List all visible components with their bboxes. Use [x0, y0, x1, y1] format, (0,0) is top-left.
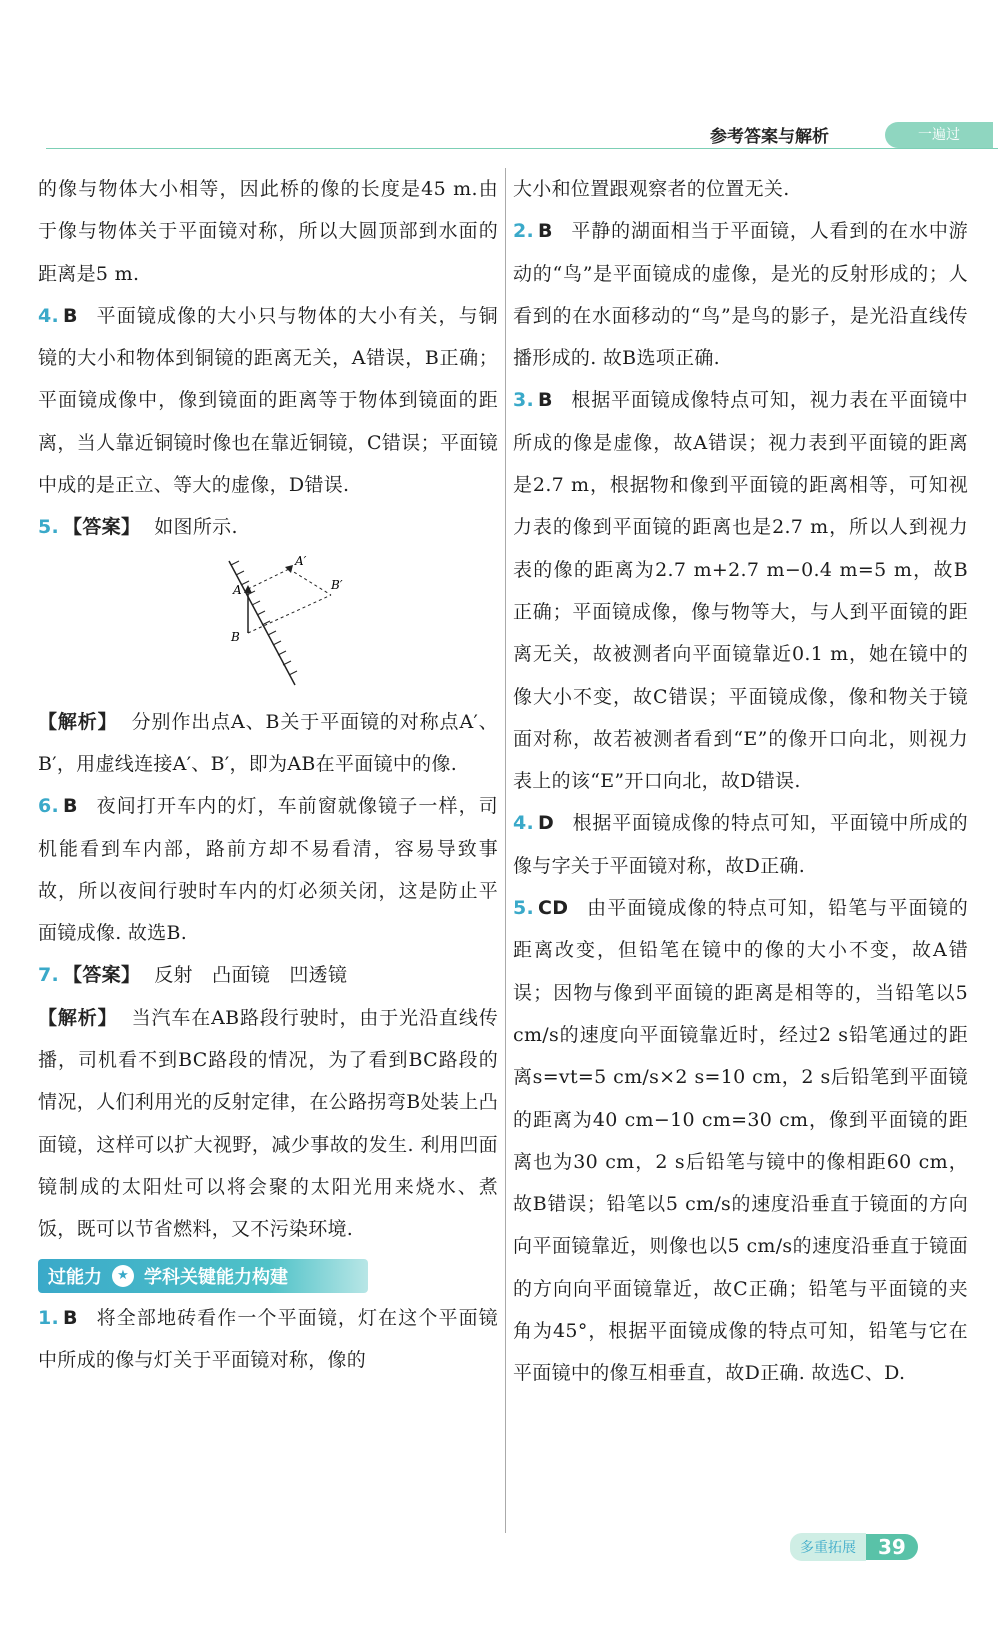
explanation: 夜间打开车内的灯，车前窗就像镜子一样，司机能看到车内部，路前方却不易看清，容易导致事故，所以夜间行驶时车内的灯必须关闭，这是防止平面镜成像. 故选B.	[38, 795, 498, 945]
banner-subtitle: 学科关键能力构建	[144, 1266, 288, 1288]
answer-letter: D	[538, 812, 555, 835]
question-5	[513, 887, 968, 1395]
explanation: 根据平面镜成像特点可知，视力表在平面镜中所成的像是虚像，故A错误；视力表到平面镜的距离是2.7 m，根据物和像到平面镜的距离相等，可知视力表的像到平面镜的距离也是2.7 m，所以人到视力表的像的距离为2.7 m+2.7 m−0.4 m=5 m，故B正确；平面镜成像，像与物等大，与人到平面镜的距离无关，故被测者向平面镜靠近0.1 m，她在镜中的像大小不变，故C错误；平面镜成像，像和物关于镜面对称，故若被测者看到“E”的像开口向北，则视力表上的该“E”开口向北，故D错误.	[513, 389, 968, 793]
mirror-diagram	[38, 549, 498, 701]
question-7	[38, 954, 498, 996]
label-a-prime: A′	[295, 553, 307, 568]
question-number: 1.	[38, 1306, 60, 1329]
image-line	[289, 569, 331, 595]
image-arrowhead	[285, 565, 293, 573]
footer-label: 多重拓展	[790, 1533, 866, 1561]
dash-b	[248, 595, 331, 633]
question-3	[513, 379, 968, 802]
question-number: 2.	[513, 220, 535, 243]
answer-letter: B	[63, 795, 78, 818]
dash-a	[248, 569, 289, 589]
header-badge: 一遍过	[885, 122, 993, 148]
answer-tag: 【答案】	[63, 516, 141, 539]
answer-letter: B	[63, 1306, 78, 1329]
banner-label: 过能力	[48, 1266, 102, 1288]
question-5	[38, 506, 498, 548]
question-number: 7.	[38, 964, 60, 987]
label-b-prime: B′	[331, 577, 343, 592]
question-6	[38, 785, 498, 954]
explanation: 当汽车在AB路段行驶时，由于光沿直线传播，司机看不到BC路段的情况，为了看到BC路段的情况，人们利用光的反射定律，在公路拐弯B处装上凸面镜，这样可以扩大视野，减少事故的发生. 利用凹面镜制成的太阳灶可以将会聚的太阳光用来烧水、煮饭，既可以节省燃料，又不污染环境.	[38, 1006, 499, 1241]
question-number: 4.	[38, 304, 60, 327]
page-footer	[790, 1532, 988, 1562]
column-divider	[505, 168, 506, 1533]
question-number: 3.	[513, 389, 535, 412]
analysis-tag: 【解析】	[38, 710, 118, 733]
paragraph: 的像与物体大小相等，因此桥的像的长度是45 m.由于像与物体关于平面镜对称，所以大圆顶部到水面的距离是5 m.	[38, 178, 498, 285]
paragraph: 大小和位置跟观察者的位置无关.	[513, 178, 790, 200]
header-title: 参考答案与解析	[710, 127, 829, 147]
question-2	[513, 210, 968, 379]
explanation: 分别作出点A、B关于平面镜的对称点A′、B′，用虚线连接A′、B′，即为AB在平面镜中的像.	[38, 710, 498, 775]
analysis-5	[38, 701, 498, 786]
explanation: 平静的湖面相当于平面镜，人看到的在水中游动的“鸟”是平面镜成的虚像，是光的反射形成的；人看到的在水面移动的“鸟”是鸟的影子，是光沿直线传播形成的. 故B选项正确.	[513, 220, 968, 370]
question-number: 6.	[38, 795, 60, 818]
label-a: A	[233, 582, 242, 597]
medal-icon: ★	[112, 1265, 134, 1287]
explanation: 平面镜成像的大小只与物体的大小有关，与铜镜的大小和物体到铜镜的距离无关，A错误，B正确；平面镜成像中，像到镜面的距离等于物体到镜面的距离，当人靠近铜镜时像也在靠近铜镜，C错误；平面镜中成的是正立、等大的虚像，D错误.	[38, 304, 498, 497]
mirror-diagram-svg	[203, 549, 343, 689]
left-column	[38, 168, 498, 1381]
answer-letter: B	[538, 220, 553, 243]
page-number: 39	[866, 1534, 918, 1560]
answer-text: 反射 凸面镜 凹透镜	[154, 964, 348, 987]
question-number: 4.	[513, 812, 535, 835]
question-number: 5.	[38, 516, 60, 539]
mirror-line	[229, 561, 295, 685]
answer-tag: 【答案】	[63, 964, 141, 987]
explanation: 根据平面镜成像的特点可知，平面镜中所成的像与字关于平面镜对称，故D正确.	[513, 812, 968, 877]
answer-letter: B	[63, 304, 78, 327]
answer-letter: B	[538, 389, 553, 412]
analysis-7	[38, 997, 498, 1251]
header-rule	[46, 148, 998, 167]
explanation: 由平面镜成像的特点可知，铅笔与平面镜的距离改变，但铅笔在镜中的像的大小不变，故A错误；因物与像到平面镜的距离是相等的，当铅笔以5 cm/s的速度向平面镜靠近时，经过2 s铅笔通过的距离s=vt=5 cm/s×2 s=10 cm，2 s后铅笔到平面镜的距离为40 cm−10 cm=30 cm，像到平面镜的距离也为30 cm，2 s后铅笔与镜中的像相距60 cm，故B错误；铅笔以5 cm/s的速度沿垂直于镜面的方向向平面镜靠近，则像也以5 cm/s的速度沿垂直于镜面的方向向平面镜靠近，故C正确；铅笔与平面镜的夹角为45°，根据平面镜成像的特点可知，铅笔与它在平面镜中的像互相垂直，故D正确. 故选C、D.	[513, 897, 968, 1385]
mirror-hatch	[231, 561, 297, 675]
label-b: B	[231, 629, 240, 644]
question-number: 5.	[513, 897, 535, 920]
question-4	[38, 295, 498, 506]
explanation: 如图所示.	[154, 516, 238, 539]
analysis-tag: 【解析】	[38, 1006, 118, 1029]
question-4	[513, 802, 968, 887]
right-column	[513, 168, 968, 1395]
answer-letter: CD	[538, 897, 569, 920]
section-question-1	[38, 1297, 498, 1382]
section-banner	[38, 1259, 368, 1293]
explanation: 将全部地砖看作一个平面镜，灯在这个平面镜中所成的像与灯关于平面镜对称，像的	[38, 1306, 498, 1371]
